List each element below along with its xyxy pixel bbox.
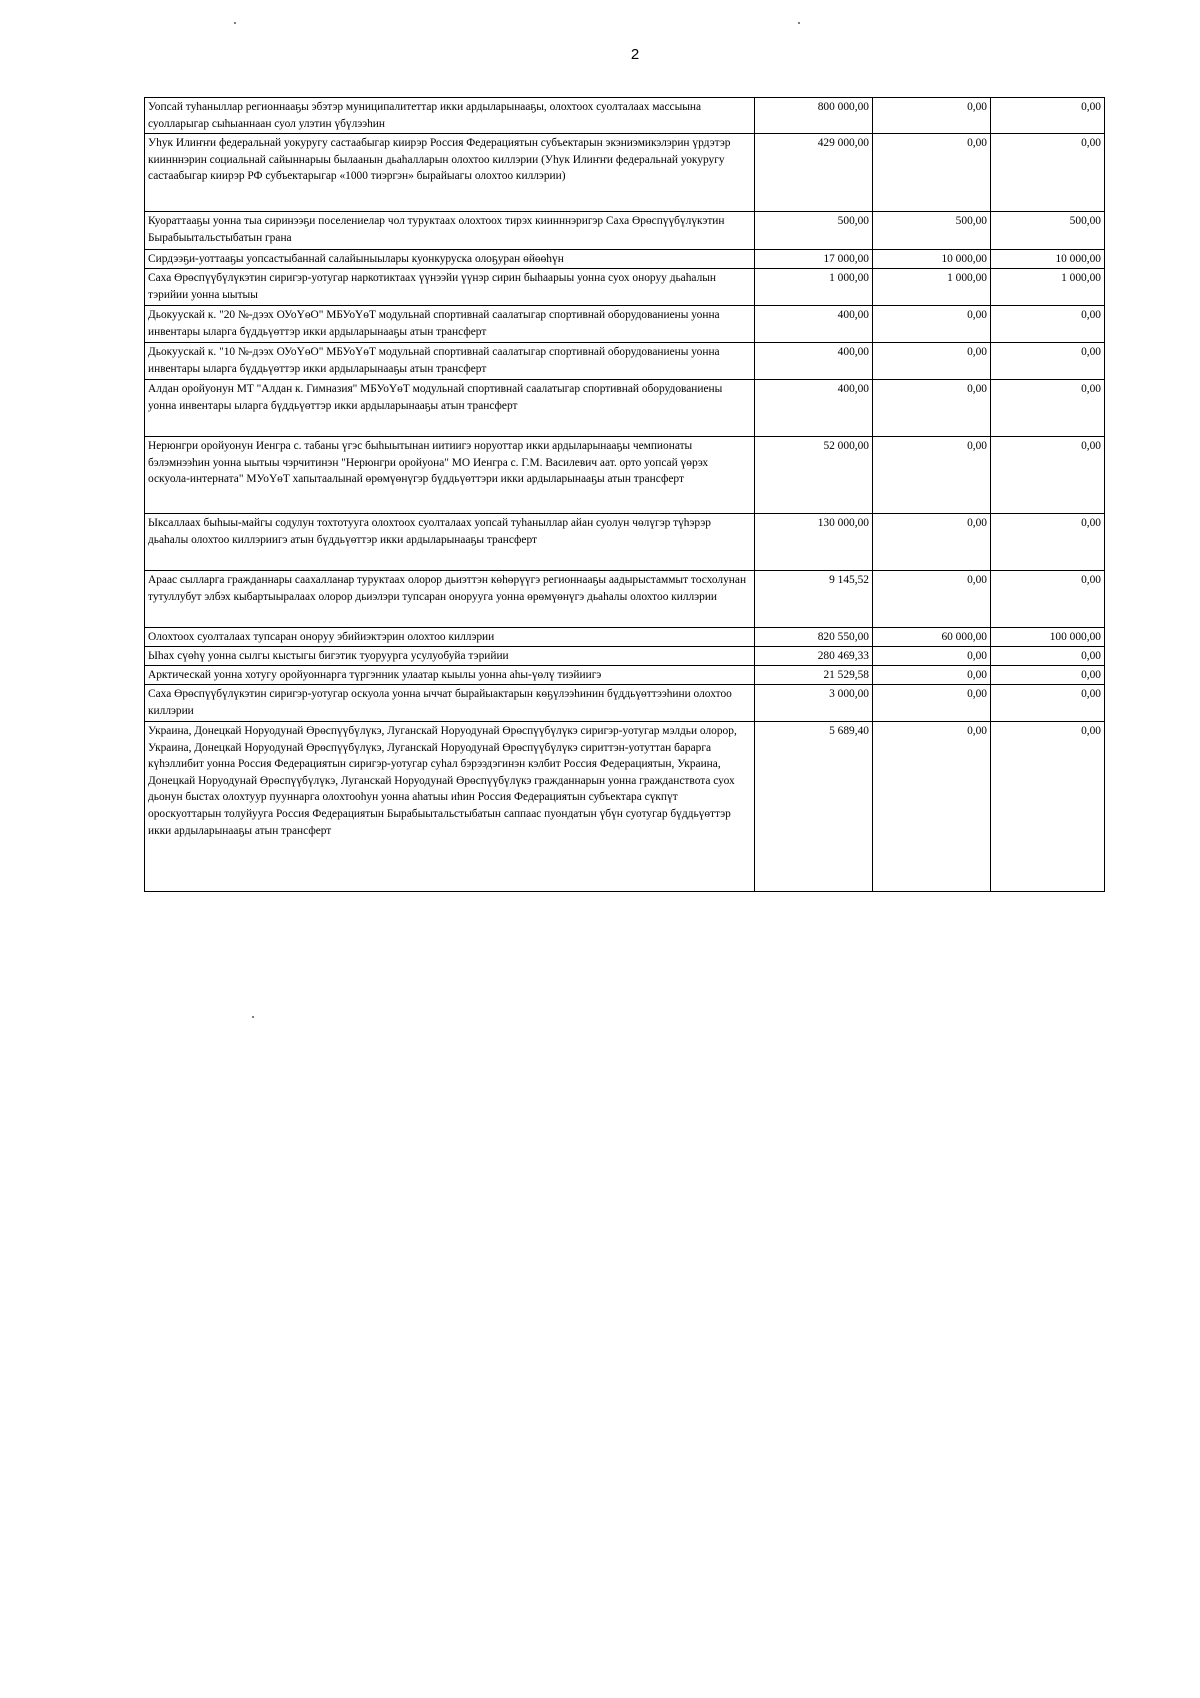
row-description: Араас сылларга гражданнары саахалланар туруктаах олорор дьиэттэн көһөрүүгэ регионнааҕы аадырыстаммыт тосхолунан тутуллубут элбэх кыбартыыралаах олорор дьиэлэри тупсаран оноруугa уонна өрөмүөнүгэ дьаһалы олохтоо киллэрии (145, 571, 755, 628)
table-row (145, 514, 1105, 571)
value-col-1: 820 550,00 (755, 628, 873, 647)
value-col-3: 0,00 (991, 666, 1105, 685)
row-description: Арктическай уонна хотугу оройуоннарга түргэнник улаатар кыылы уонна аһы-үөлү тиэйиигэ (145, 666, 755, 685)
value-col-1: 5 689,40 (755, 722, 873, 892)
value-col-1: 400,00 (755, 380, 873, 437)
page-number: 2 (630, 46, 640, 63)
table-row (145, 647, 1105, 666)
row-description: Уопсай туһаныллар регионнааҕы эбэтэр муниципалитеттар икки ардыларынааҕы, олохтоох суолталаах массыына суолларыгар сыһыаннаан суол улэтин үбүлээһин (145, 98, 755, 134)
value-col-1: 1 000,00 (755, 269, 873, 306)
row-description: Нерюнгри оройуонун Иенгра с. табаны үгэс быһыытынан иитиигэ норуоттар икки ардыларынааҕы чемпионаты бэлэмнээһин уонна ыытыы чэрчитинэн "Нерюнгри оройуона" МО Иенгра с. Г.М. Василевич аат. орто уопсай үөрэх оскуола-интерната" МУоҮөТ хапытаалынай өрөмүөнүгэр бүддьүөттэри икки ардыларынааҕы атын трансферт (145, 437, 755, 514)
value-col-1: 52 000,00 (755, 437, 873, 514)
value-col-2: 0,00 (873, 437, 991, 514)
value-col-3: 0,00 (991, 722, 1105, 892)
table-row (145, 380, 1105, 437)
value-col-2: 0,00 (873, 134, 991, 212)
value-col-2: 0,00 (873, 514, 991, 571)
value-col-2: 0,00 (873, 306, 991, 343)
row-description: Дьокуускай к. "20 №-дээх ОУоҮөО" МБУоҮөТ модульнай спортивнай саалатыгар спортивнай оборудованиены уонна инвентары ыларга бүддьүөттэр икки ардыларынааҕы атын трансферт (145, 306, 755, 343)
value-col-2: 0,00 (873, 98, 991, 134)
value-col-2: 0,00 (873, 722, 991, 892)
table-row (145, 269, 1105, 306)
value-col-2: 0,00 (873, 343, 991, 380)
value-col-3: 10 000,00 (991, 250, 1105, 269)
value-col-1: 130 000,00 (755, 514, 873, 571)
table-row (145, 343, 1105, 380)
value-col-3: 0,00 (991, 98, 1105, 134)
table-row (145, 98, 1105, 134)
row-description: Саха Өрөспүүбүлүкэтин сиригэр-уотугар оскуола уонна ыччат бырайыактарын көҕүлээһинин бүддьүөттээһини олохтоо киллэрии (145, 685, 755, 722)
value-col-2: 0,00 (873, 380, 991, 437)
table-row (145, 628, 1105, 647)
value-col-3: 0,00 (991, 306, 1105, 343)
value-col-2: 60 000,00 (873, 628, 991, 647)
value-col-2: 0,00 (873, 571, 991, 628)
value-col-3: 0,00 (991, 685, 1105, 722)
value-col-3: 0,00 (991, 647, 1105, 666)
table-row (145, 685, 1105, 722)
value-col-2: 0,00 (873, 666, 991, 685)
row-description: Алдан оройуонун МТ "Алдан к. Гимназия" МБУоҮөТ модульнай спортивнай саалатыгар спортивнай оборудованиены уонна инвентары ыларга бүддьүөттэр икки ардыларынааҕы атын трансферт (145, 380, 755, 437)
table-row (145, 722, 1105, 892)
row-description: Ыһах сүөһү уонна сылгы кыстыгы бигэтик туоруурга усулуобуйа тэрийии (145, 647, 755, 666)
table-row (145, 134, 1105, 212)
value-col-3: 1 000,00 (991, 269, 1105, 306)
value-col-2: 0,00 (873, 647, 991, 666)
value-col-3: 0,00 (991, 571, 1105, 628)
value-col-1: 500,00 (755, 212, 873, 250)
value-col-3: 500,00 (991, 212, 1105, 250)
table-row (145, 437, 1105, 514)
scan-speck (798, 22, 800, 24)
row-description: Куораттааҕы уонна тыа сиринээҕи поселениелар чол туруктаах олохтоох тирэх киинннэригэр Саха Өрөспүүбүлүкэтин Бырабыытальстыбатын грана (145, 212, 755, 250)
row-description: Олохтоох суолталаах тупсаран оноруу эбийиэктэрин олохтоо киллэрии (145, 628, 755, 647)
row-description: Дьокуускай к. "10 №-дээх ОУоҮөО" МБУоҮөТ модульнай спортивнай саалатыгар спортивнай оборудованиены уонна инвентары ыларга бүддьүөттэр икки ардыларынааҕы атын трансферт (145, 343, 755, 380)
value-col-3: 0,00 (991, 514, 1105, 571)
value-col-3: 0,00 (991, 437, 1105, 514)
table-row (145, 212, 1105, 250)
scan-speck (234, 22, 236, 24)
value-col-3: 100 000,00 (991, 628, 1105, 647)
value-col-2: 500,00 (873, 212, 991, 250)
table-row (145, 306, 1105, 343)
value-col-2: 0,00 (873, 685, 991, 722)
value-col-3: 0,00 (991, 380, 1105, 437)
value-col-1: 800 000,00 (755, 98, 873, 134)
row-description: Ыксаллаах быһыы-майгы содулун тохтотууга олохтоох суолталаах уопсай туһаныллар айан суолун чөлүгэр түһэрэр дьаһалы олохтоо киллэриигэ атын бүддьүөттэр икки ардыларынааҕы трансферт (145, 514, 755, 571)
value-col-1: 3 000,00 (755, 685, 873, 722)
value-col-1: 400,00 (755, 306, 873, 343)
value-col-2: 1 000,00 (873, 269, 991, 306)
value-col-3: 0,00 (991, 134, 1105, 212)
row-description: Сирдээҕи-уоттааҕы уопсастыбаннай салайыныылары куонкуруска олоҕуран өйөөһүн (145, 250, 755, 269)
value-col-1: 429 000,00 (755, 134, 873, 212)
value-col-3: 0,00 (991, 343, 1105, 380)
row-description: Уһук Илиҥҥи федеральнай уокуругу састаабыгар киирэр Россия Федерациятын субъектарын экэниэмикэлэрин үрдэтэр киинннэрин социальнай сайыннарыы былаанын дьаһалларын олохтоо киллэрии (Уһук Илиҥҥи федеральнай уокуругу састаабыгар киирэр РФ субъектарыгар «1000 тиэргэн» бырайыагы олохтоо киллэрии) (145, 134, 755, 212)
value-col-1: 17 000,00 (755, 250, 873, 269)
value-col-2: 10 000,00 (873, 250, 991, 269)
table-row (145, 571, 1105, 628)
scan-speck (252, 1016, 254, 1018)
value-col-1: 9 145,52 (755, 571, 873, 628)
table-row (145, 666, 1105, 685)
row-description: Украина, Донецкай Норуодунай Өрөспүүбүлүкэ, Луганскай Норуодунай Өрөспүүбүлүкэ сиригэр-уотугар мэлдьи олорор, Украина, Донецкай Норуодунай Өрөспүүбүлүкэ, Луганскай Норуодунай Өрөспүүбүлүкэ сириттэн-уотуттан бараргa күһэллибит уонна Россия Федерациятын сиригэр-уотугар суһал бэрээдэгинэн кэлбит Россия Федерациятын, Украина, Донецкай Норуодунай Өрөспүүбүлүкэ, Луганскай Норуодунай Өрөспүүбүлүкэ гражданнарын уонна гражданствота суох дьонун быстах олохтуур пууннарга олохтооһун уонна аһатыы иһин Россия Федерациятын субъектара сүкпүт ороскуоттарын толуйууга Россия Федерациятын Бырабыытальстыбатын саппаас пуондатын үбүн суотугар бүддьүөттэр икки ардыларынааҕы атын трансферт (145, 722, 755, 892)
table-row (145, 250, 1105, 269)
budget-table (144, 97, 1105, 892)
row-description: Саха Өрөспүүбүлүкэтин сиригэр-уотугар наркотиктаах үүнээйи үүнэр сирин быһаарыы уонна суох оноруу дьаһалын тэрийии уонна ыытыы (145, 269, 755, 306)
value-col-1: 400,00 (755, 343, 873, 380)
value-col-1: 280 469,33 (755, 647, 873, 666)
value-col-1: 21 529,58 (755, 666, 873, 685)
